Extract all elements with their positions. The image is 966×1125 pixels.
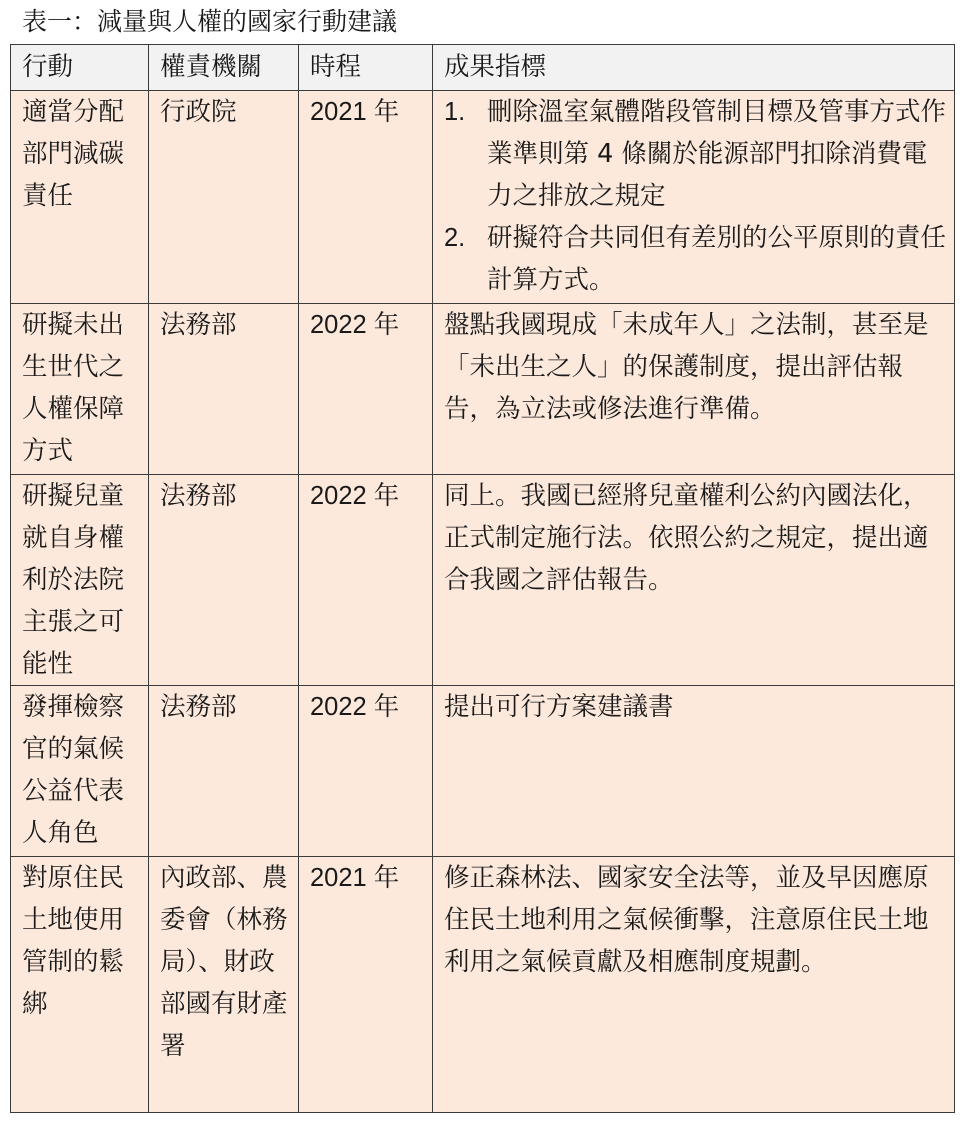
cell-indicators xyxy=(433,91,955,304)
action-plan-table xyxy=(10,44,955,1113)
table-header-row xyxy=(11,45,955,91)
table-caption: 表一：減量與人權的國家行動建議 xyxy=(22,7,398,36)
cell-agency: 行政院 xyxy=(149,91,299,304)
list-number: 1. xyxy=(444,98,466,126)
cell-action: 對原住民土地使用管制的鬆綁 xyxy=(11,857,149,1113)
header-action: 行動 xyxy=(11,45,149,91)
cell-schedule: 2021 年 xyxy=(299,857,433,1113)
cell-action: 研擬兒童就自身權利於法院主張之可能性 xyxy=(11,475,149,686)
cell-agency: 內政部、農委會（林務局）、財政部國有財產署 xyxy=(149,857,299,1113)
cell-action: 發揮檢察官的氣候公益代表人角色 xyxy=(11,686,149,857)
cell-schedule: 2022 年 xyxy=(299,686,433,857)
cell-agency: 法務部 xyxy=(149,304,299,475)
header-agency: 權責機關 xyxy=(149,45,299,91)
list-item xyxy=(444,91,948,217)
indicator-list xyxy=(444,91,948,301)
table-row xyxy=(11,475,955,686)
header-indicators: 成果指標 xyxy=(433,45,955,91)
cell-agency: 法務部 xyxy=(149,475,299,686)
cell-action: 研擬未出生世代之人權保障方式 xyxy=(11,304,149,475)
cell-schedule: 2022 年 xyxy=(299,475,433,686)
header-schedule: 時程 xyxy=(299,45,433,91)
cell-indicators: 同上。我國已經將兒童權利公約內國法化，正式制定施行法。依照公約之規定，提出適合我國之評估報告。 xyxy=(433,475,955,686)
table-row xyxy=(11,686,955,857)
cell-action: 適當分配部門減碳責任 xyxy=(11,91,149,304)
cell-indicators: 修正森林法、國家安全法等，並及早因應原住民土地利用之氣候衝擊，注意原住民土地利用之氣候貢獻及相應制度規劃。 xyxy=(433,857,955,1113)
list-text: 刪除溫室氣體階段管制目標及管事方式作業準則第 4 條關於能源部門扣除消費電力之排放之規定 xyxy=(487,97,947,211)
table-row xyxy=(11,304,955,475)
cell-indicators: 提出可行方案建議書 xyxy=(433,686,955,857)
table-row xyxy=(11,91,955,304)
cell-indicators: 盤點我國現成「未成年人」之法制，甚至是「未出生之人」的保護制度，提出評估報告，為立法或修法進行準備。 xyxy=(433,304,955,475)
cell-agency: 法務部 xyxy=(149,686,299,857)
cell-schedule: 2022 年 xyxy=(299,304,433,475)
list-text: 研擬符合共同但有差別的公平原則的責任計算方式。 xyxy=(487,223,947,295)
cell-schedule: 2021 年 xyxy=(299,91,433,304)
list-item xyxy=(444,217,948,301)
table-row xyxy=(11,857,955,1113)
list-number: 2. xyxy=(444,224,466,252)
